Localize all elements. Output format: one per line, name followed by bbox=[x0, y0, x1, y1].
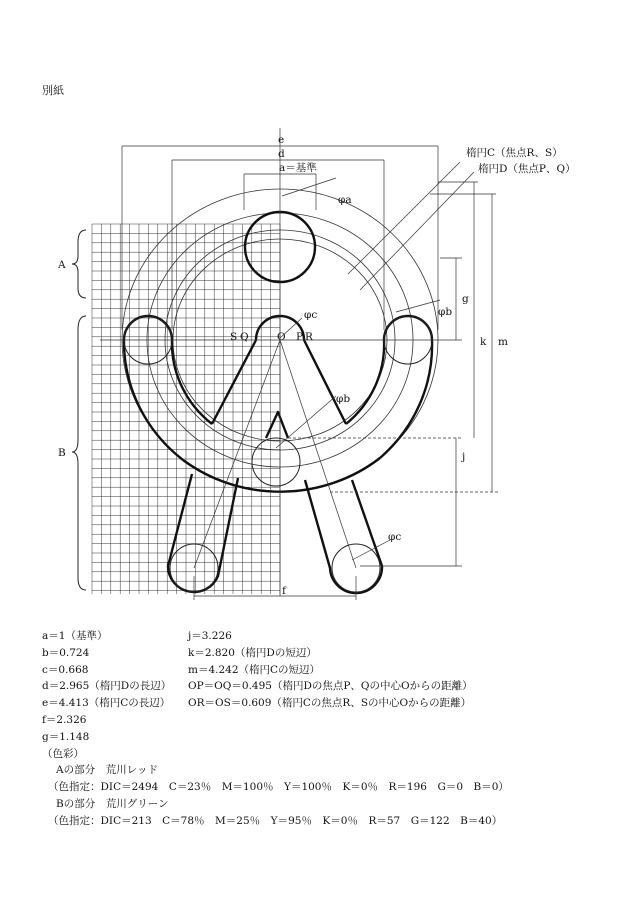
note-d: d＝2.965（楕円Dの長辺） bbox=[42, 680, 172, 693]
color-b-spec: （色指定：DIC＝213 C＝78％ M＝25％ Y＝95％ K＝0％ R＝57 G＝122 B＝40） bbox=[48, 814, 503, 827]
notes-row bbox=[42, 712, 509, 729]
phi-b-right-label: φb bbox=[438, 306, 453, 318]
note-a: a＝1（基準） bbox=[42, 630, 108, 642]
section-b-label: B bbox=[58, 447, 66, 459]
dim-k-label: k bbox=[480, 336, 487, 348]
point-p-label: P bbox=[296, 331, 304, 343]
dim-a-label: a＝基準 bbox=[279, 162, 317, 174]
dim-d-label: d bbox=[278, 148, 285, 160]
right-strut bbox=[305, 480, 382, 593]
ring-bottom-arc bbox=[183, 458, 380, 492]
notes-row bbox=[42, 628, 509, 645]
note-b: b＝0.724 bbox=[42, 646, 90, 659]
color-a-part: Aの部分 荒川レッド bbox=[56, 764, 158, 777]
phi-a-label: φa bbox=[338, 194, 352, 206]
brace-a bbox=[72, 230, 86, 298]
left-strut bbox=[168, 474, 238, 592]
dim-m-label: m bbox=[498, 336, 508, 348]
a-notch bbox=[266, 412, 288, 438]
right-cap bbox=[384, 316, 432, 340]
page-title: 別紙 bbox=[42, 84, 64, 97]
note-k: k＝2.820（楕円Dの短辺） bbox=[188, 646, 317, 659]
note-e: e＝4.413（楕円Cの長辺） bbox=[42, 697, 171, 710]
note-f: f＝2.326 bbox=[42, 713, 87, 726]
brace-b bbox=[72, 316, 86, 590]
inner-ring-arc-right bbox=[346, 340, 384, 424]
dim-g-label: g bbox=[462, 293, 469, 305]
dim-e-label: e bbox=[278, 134, 285, 146]
note-j: j＝3.226 bbox=[188, 630, 232, 642]
notes-row bbox=[42, 662, 509, 679]
notes-row bbox=[42, 695, 509, 712]
grid-hatch bbox=[92, 224, 280, 594]
dim-f-label: f bbox=[282, 585, 286, 597]
point-o-label: O bbox=[277, 331, 286, 343]
notes-row bbox=[42, 645, 509, 662]
note-g: g＝1.148 bbox=[42, 730, 90, 743]
note-or: OR＝OS＝0.609（楕円Cの焦点R、Sの中心Oからの距離） bbox=[188, 697, 472, 710]
phi-c-center-label: φc bbox=[304, 309, 318, 321]
note-m: m＝4.242（楕円Cの短辺） bbox=[188, 663, 321, 676]
point-q-label: Q bbox=[240, 331, 249, 343]
bottom-phi-b-circle bbox=[252, 438, 300, 486]
note-c: c＝0.668 bbox=[42, 663, 89, 676]
ellipse-d-label: 楕円D（焦点P、Q） bbox=[478, 163, 576, 175]
point-r-label: R bbox=[305, 331, 313, 343]
ellipse-c-label: 楕円C（焦点R、S） bbox=[466, 147, 563, 159]
section-a-label: A bbox=[58, 259, 66, 271]
phi-b-bottom-label: φb bbox=[336, 393, 351, 405]
color-b-part: Bの部分 荒川グリーン bbox=[56, 797, 169, 810]
notes-row bbox=[42, 678, 509, 695]
phi-c-right-label: φc bbox=[388, 531, 402, 543]
color-a-spec: （色指定：DIC＝2494 C＝23％ M＝100％ Y＝100％ K＝0％ R＝196 G＝0 B＝0） bbox=[48, 781, 509, 794]
specification-notes bbox=[42, 628, 509, 830]
point-s-label: S bbox=[230, 331, 238, 343]
color-heading: （色彩） bbox=[42, 747, 84, 760]
note-op: OP＝OQ＝0.495（楕円Dの焦点P、Qの中心Oからの距離） bbox=[188, 680, 473, 693]
dim-j-label: j bbox=[462, 451, 466, 463]
a-right-leg bbox=[304, 340, 346, 424]
notes-row bbox=[42, 729, 509, 746]
a-left-leg bbox=[212, 340, 256, 424]
